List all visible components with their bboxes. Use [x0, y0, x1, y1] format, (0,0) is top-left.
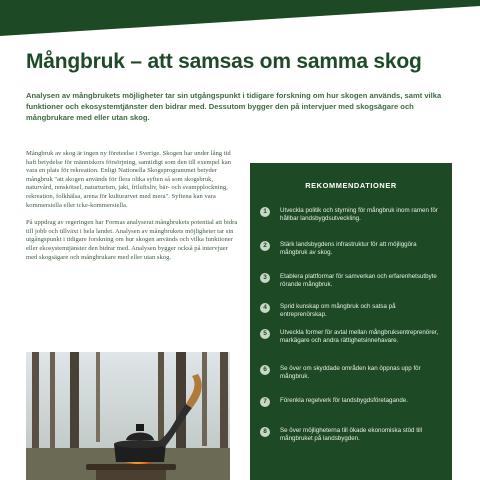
recommendation-text: Etablera plattformar för samverkan och erfarenhetsutbyte rörande mångbruk.: [280, 273, 437, 288]
campfire-kettle-image: [26, 352, 230, 480]
body-text-column: [26, 150, 238, 271]
recommendation-text: Sprid kunskap om mångbruk och satsa på entreprenörskap.: [280, 303, 396, 318]
recommendation-number: 1: [260, 207, 270, 217]
recommendation-number: 3: [260, 273, 270, 283]
recommendation-text: Se över möjligheterna till ökade ekonomiska stöd till mångbruket på landsbygden.: [280, 427, 423, 442]
recommendation-number: 4: [260, 303, 270, 313]
recommendation-number: 8: [260, 427, 270, 437]
lead-paragraph: Analysen av mångbrukets möjligheter tar sin utgångspunkt i tidigare forskning om hur skogen används, samt vilka funktioner och ekosystemtjänster den bidrar med. Dessutom bygger den på intervjuer med skogsägare och mångbrukare med eller utan skog.: [26, 91, 442, 122]
body-paragraph: På uppdrag av regeringen har Formas analyserat mångbrukets potential att bidra till jobb och tillväxt i hela landet. Analysen av mångbrukets möjligheter tar sin utgångspunkt i tidigare forskning om hur skogen används och vilka funktioner eller ekosystemtjänster den bidrar med. Analysen bygger också på intervjuer med skogsägare och mångbrukare med eller utan skog.: [26, 219, 238, 261]
recommendations-heading: REKOMMENDATIONER: [305, 181, 397, 190]
recommendations-box: [250, 163, 452, 480]
body-paragraph: Mångbruk av skog är ingen ny företeelse i Sverige. Skogen har under lång tid haft betydelse för människors försörjning, samtidigt som den till exempel kan vara en plats för rekreation. Enligt Nationella Skogsprogrammet betyder mångbruk "att skogen används för flera olika syften så som skogsbruk, naturvård, renskötsel, naturturism, jakt, friluftsliv, bär- och svampplockning, rekreation, folkhälsa, arena för kulturarvet med mera". Syftena kan vara kommersiella eller icke-kommersiella.: [26, 150, 231, 209]
recommendation-text: Utveckla former för avtal mellan mångbruksentreprenörer, markägare och andra rättighetsinnehavare.: [280, 329, 439, 344]
campfire-photo: [26, 352, 230, 480]
header-band: [0, 0, 480, 40]
recommendation-number: 7: [260, 397, 270, 407]
recommendation-number: 2: [260, 241, 270, 251]
recommendation-text: Stärk landsbygdens infrastruktur för att möjliggöra mångbruk av skog.: [280, 241, 417, 256]
recommendation-number: 6: [260, 365, 270, 375]
recommendation-text: Utveckla politik och styrning för mångbruk inom ramen för hållbar landsbygdsutveckling.: [280, 207, 438, 222]
page-title: Mångbruk – att samsas om samma skog: [26, 50, 422, 73]
recommendation-text: Förenkla regelverk för landsbygdsföretagande.: [280, 397, 408, 404]
recommendation-number: 5: [260, 329, 270, 339]
recommendation-text: Se över om skyddade områden kan öppnas upp för mångbruk.: [280, 365, 421, 380]
